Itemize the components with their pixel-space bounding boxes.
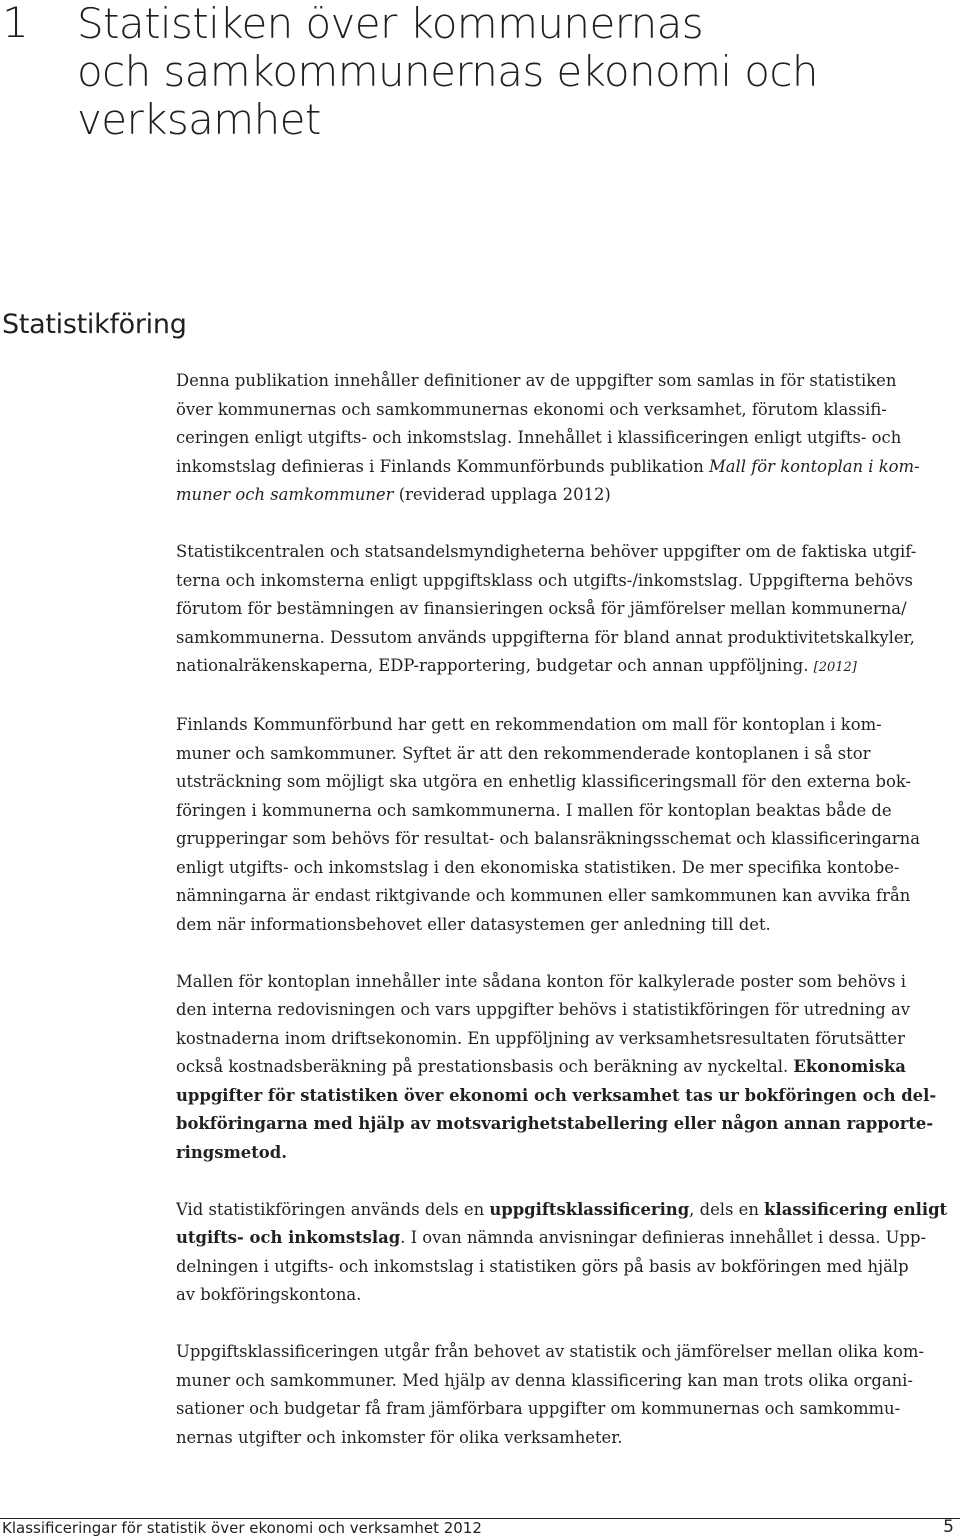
text-run: den interna redovisningen och vars uppgifter behövs i statistikföringen för utredning av	[176, 1000, 911, 1019]
text-line	[176, 1395, 958, 1424]
text-run: utsträckning som möjligt ska utgöra en enhetlig klassificeringsmall för den externa bok-	[176, 772, 912, 791]
text-run: över kommunernas och samkommunernas ekonomi och verksamhet, förutom klassifi-	[176, 399, 887, 419]
text-run: delningen i utgifts- och inkomstslag i statistiken görs på basis av bokföringen med hjälp	[176, 1256, 909, 1276]
text-line	[176, 1424, 958, 1453]
text-line	[176, 567, 958, 596]
text-line	[176, 367, 958, 396]
chapter-title-line: Statistiken över kommunernas	[77, 0, 704, 48]
footer-text: Klassificeringar för statistik över ekonomi och verksamhet 2012	[2, 1519, 482, 1537]
text-line	[176, 711, 958, 740]
text-line	[176, 396, 958, 425]
page-number: 5	[943, 1517, 954, 1537]
text-run: också kostnadsberäkning på prestationsbasis och beräkning av nyckeltal.	[176, 1057, 794, 1076]
text-line	[176, 740, 958, 769]
text-line	[176, 968, 958, 997]
text-run: Vid statistikföringen används dels en	[176, 1199, 490, 1219]
bold-text: klassificering enligt	[764, 1199, 948, 1219]
bold-text: ringsmetod.	[176, 1142, 287, 1162]
bold-text: Ekonomiska	[793, 1057, 906, 1076]
text-line	[176, 825, 958, 854]
text-run: dem när informationsbehovet eller datasystemen ger anledning till det.	[176, 914, 771, 934]
bold-text: uppgifter för statistiken över ekonomi och verksamhet tas ur bokföringen och del-	[176, 1085, 937, 1105]
text-run: ceringen enligt utgifts- och inkomstslag. Innehållet i klassificeringen enligt utgifts- och	[176, 428, 902, 447]
chapter-title-line: verksamhet	[77, 95, 321, 144]
text-run: grupperingar som behövs för resultat- och balansräkningsschemat och klassificeringarna	[176, 829, 920, 848]
text-run: Uppgiftsklassificeringen utgår från behovet av statistik och jämförelser mellan olika kom-	[176, 1342, 924, 1361]
text-run: nationalräkenskaperna, EDP-rapportering, budgetar och annan uppföljning.	[176, 656, 814, 675]
text-line	[176, 996, 958, 1025]
text-run: sationer och budgetar få fram jämförbara uppgifter om kommunernas och samkommu-	[176, 1399, 901, 1418]
bold-text: utgifts- och inkomstslag	[176, 1228, 401, 1247]
text-run: förutom för bestämningen av finansieringen också för jämförelser mellan kommunerna/	[176, 599, 907, 618]
text-run: Denna publikation innehåller definitioner av de uppgifter som samlas in för statistiken	[176, 371, 897, 390]
text-run: , dels en	[689, 1199, 765, 1219]
paragraph	[176, 968, 958, 1168]
text-line	[176, 1224, 958, 1253]
text-line	[176, 1338, 958, 1367]
text-line	[176, 453, 958, 482]
paragraph	[176, 1196, 958, 1310]
paragraph	[176, 1338, 958, 1452]
text-run: . I ovan nämnda anvisningar definieras innehållet i dessa. Upp-	[400, 1228, 926, 1247]
text-run: (reviderad upplaga 2012)	[393, 485, 611, 504]
text-run: Finlands Kommunförbund har gett en rekommendation om mall för kontoplan i kom-	[176, 715, 882, 734]
text-line	[176, 538, 958, 567]
text-run: av bokföringskontona.	[176, 1285, 362, 1304]
italic-text: muner och samkommuner	[176, 485, 394, 504]
section-heading: Statistikföring	[2, 309, 187, 340]
text-line	[176, 1253, 958, 1282]
chapter-number: 1	[2, 0, 29, 47]
body-text	[176, 367, 958, 1481]
text-run: inkomstslag definieras i Finlands Kommunförbunds publikation	[176, 456, 709, 476]
text-run: nernas utgifter och inkomster för olika verksamheter.	[176, 1427, 623, 1447]
paragraph	[176, 538, 958, 683]
text-line	[176, 1053, 958, 1082]
text-line	[176, 911, 958, 940]
text-line	[176, 1281, 958, 1310]
paragraph	[176, 711, 958, 939]
text-line	[176, 797, 958, 826]
text-line	[176, 1139, 958, 1168]
text-line	[176, 624, 958, 653]
text-run: Statistikcentralen och statsandelsmyndigheterna behöver uppgifter om de faktiska utgif-	[176, 542, 917, 561]
text-run: kostnaderna inom driftsekonomin. En uppföljning av verksamhetsresultaten förutsätter	[176, 1028, 905, 1048]
text-run: terna och inkomsterna enligt uppgiftsklass och utgifts-/inkomstslag. Uppgifterna behövs	[176, 570, 913, 590]
text-run: muner och samkommuner. Med hjälp av denna klassificering kan man trots olika organi-	[176, 1370, 913, 1390]
chapter-title	[77, 0, 957, 144]
bold-text: uppgiftsklassificering	[489, 1199, 690, 1219]
text-line	[176, 882, 958, 911]
paragraph	[176, 367, 958, 510]
text-line	[176, 595, 958, 624]
text-line	[176, 1082, 958, 1111]
bold-text: bokföringarna med hjälp av motsvarighetstabellering eller någon annan rapporte-	[176, 1114, 934, 1133]
text-line	[176, 768, 958, 797]
year-tag: [2012]	[813, 660, 857, 675]
text-run: nämningarna är endast riktgivande och kommunen eller samkommunen kan avvika från	[176, 886, 911, 905]
text-run: muner och samkommuner. Syftet är att den rekommenderade kontoplanen i så stor	[176, 743, 871, 763]
text-line	[176, 1110, 958, 1139]
text-run: samkommunerna. Dessutom används uppgifterna för bland annat produktivitetskalkyler,	[176, 627, 915, 647]
text-line	[176, 1196, 958, 1225]
text-line	[176, 1025, 958, 1054]
text-line	[176, 652, 958, 683]
text-run: Mallen för kontoplan innehåller inte sådana konton för kalkylerade poster som behövs i	[176, 971, 906, 991]
text-line	[176, 1367, 958, 1396]
text-line	[176, 424, 958, 453]
italic-text: Mall för kontoplan i kom-	[708, 456, 920, 476]
chapter-title-line: och samkommunernas ekonomi och	[77, 47, 818, 96]
text-line	[176, 854, 958, 883]
text-run: föringen i kommunerna och samkommunerna. I mallen för kontoplan beaktas både de	[176, 800, 892, 820]
text-run: enligt utgifts- och inkomstslag i den ekonomiska statistiken. De mer specifika kontobe-	[176, 857, 900, 877]
text-line	[176, 481, 958, 510]
